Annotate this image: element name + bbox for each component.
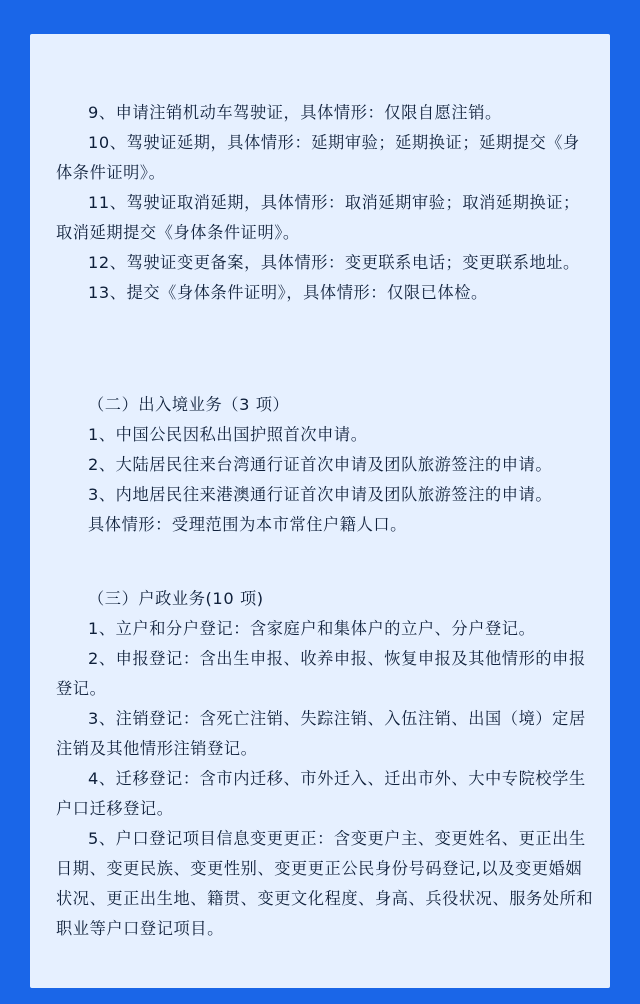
item-13: 13、提交《身体条件证明》，具体情形：仅限已体检。 <box>88 283 488 302</box>
entry-exit-item-3: 3、内地居民往来港澳通行证首次申请及团队旅游签注的申请。 <box>88 485 553 504</box>
household-item-5: 5、户口登记项目信息变更更正：含变更户主、变更姓名、更正出生日期、变更民族、变更性别、变更更正公民身份号码登记,以及变更婚姻状况、更正出生地、籍贯、变更文化程度、身高、兵役状况、服务处所和职业等户口登记项目。 <box>56 829 594 938</box>
household-item-3: 3、注销登记：含死亡注销、失踪注销、入伍注销、出国（境）定居注销及其他情形注销登记。 <box>56 709 586 758</box>
section-heading-household: （三）户政业务(10 项) <box>88 589 264 608</box>
item-10: 10、驾驶证延期，具体情形：延期审验；延期换证；延期提交《身体条件证明》。 <box>56 133 580 182</box>
entry-exit-note: 具体情形：受理范围为本市常住户籍人口。 <box>88 515 407 534</box>
item-12: 12、驾驶证变更备案，具体情形：变更联系电话；变更联系地址。 <box>88 253 580 272</box>
household-item-1: 1、立户和分户登记：含家庭户和集体户的立户、分户登记。 <box>88 619 536 638</box>
household-item-4: 4、迁移登记：含市内迁移、市外迁入、迁出市外、大中专院校学生户口迁移登记。 <box>56 769 586 818</box>
item-9: 9、申请注销机动车驾驶证，具体情形：仅限自愿注销。 <box>88 103 502 122</box>
household-section <box>56 584 596 944</box>
section-heading-entry-exit: （二）出入境业务（3 项） <box>88 395 290 414</box>
driving-license-items <box>56 98 596 308</box>
entry-exit-item-1: 1、中国公民因私出国护照首次申请。 <box>88 425 368 444</box>
item-11: 11、驾驶证取消延期，具体情形：取消延期审验；取消延期换证；取消延期提交《身体条件证明》。 <box>56 193 580 242</box>
entry-exit-section <box>56 390 596 540</box>
household-item-2: 2、申报登记：含出生申报、收养申报、恢复申报及其他情形的申报登记。 <box>56 649 586 698</box>
entry-exit-item-2: 2、大陆居民往来台湾通行证首次申请及团队旅游签注的申请。 <box>88 455 553 474</box>
